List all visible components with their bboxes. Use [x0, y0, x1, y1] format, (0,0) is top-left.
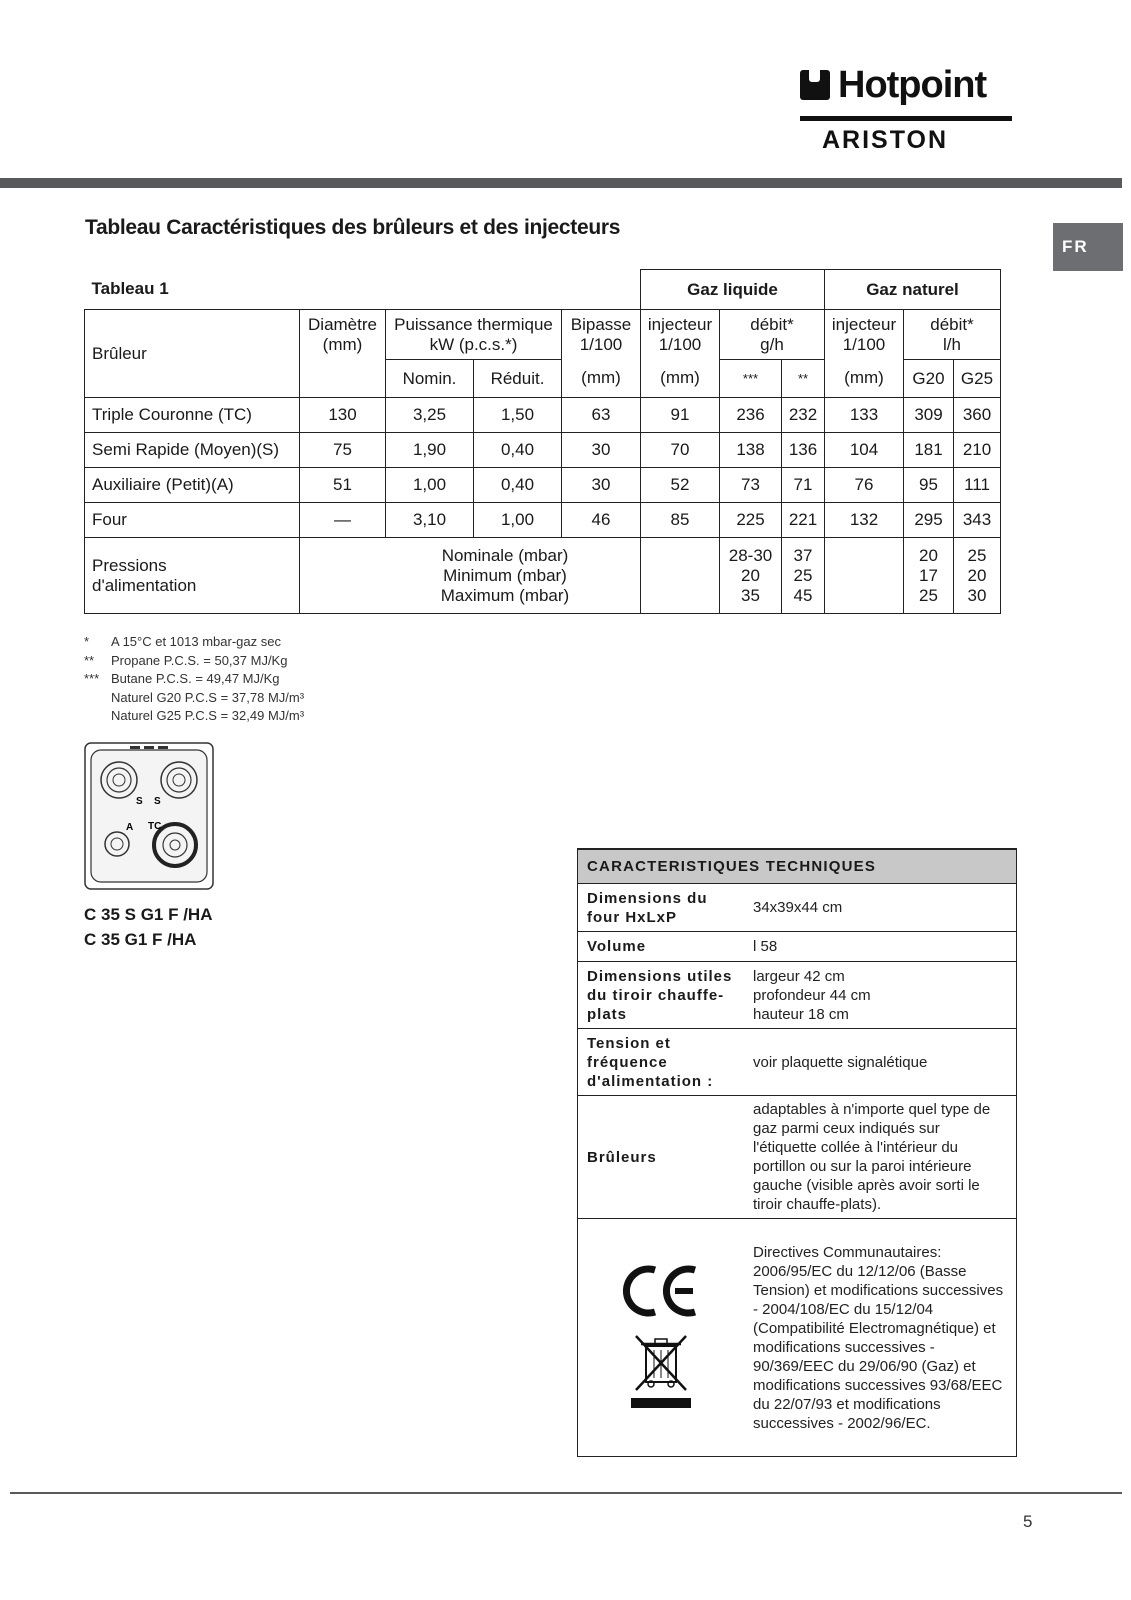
footnote: Naturel G20 P.C.S = 37,78 MJ/m³	[111, 689, 305, 705]
group-gaz-liquide: Gaz liquide	[641, 270, 825, 310]
directives-text: Directives Communautaires: 2006/95/EC du 12/12/06 (Basse Tension) et modifications successives - 2004/108/EC du 15/12/04 (Compatibilité Electromagnétique) et modifications successives - 90/369/EEC du 29/06/90 (Gaz) et modifications successives 93/68/EEC du 22/07/93 et modifications successives - 2002/96/EC.	[744, 1219, 1017, 1457]
header-bypass: Bipasse 1/100	[562, 310, 641, 360]
cooktop-diagram	[84, 742, 214, 890]
header-bypass-unit: (mm)	[562, 360, 641, 398]
model-code: C 35 G1 F /HA	[84, 930, 197, 949]
header-g25: G25	[954, 360, 1001, 398]
language-tab: FR	[1053, 223, 1123, 271]
footer-divider	[10, 1492, 1122, 1494]
header-injector: injecteur 1/100	[641, 310, 720, 360]
model-code: C 35 S G1 F /HA	[84, 905, 213, 924]
header-debit-gh: débit* g/h	[720, 310, 825, 360]
header-butane: ***	[720, 360, 782, 398]
header-power: Puissance thermique kW (p.c.s.*)	[386, 310, 562, 360]
table-row: Four — 3,10 1,00 46 85 225 221 132 295 343	[85, 503, 1001, 538]
header-burner: Brûleur	[85, 310, 300, 398]
header-injector-unit: (mm)	[641, 360, 720, 398]
table-row: Dimensions utiles du tiroir chauffe-plats largeur 42 cm profondeur 44 cm hauteur 18 cm	[578, 962, 1017, 1029]
table-caption: Tableau 1	[85, 270, 641, 310]
table-row: Triple Couronne (TC) 130 3,25 1,50 63 91 236 232 133 309 360	[85, 398, 1001, 433]
footnotes	[84, 633, 304, 726]
footnote: Naturel G25 P.C.S = 32,49 MJ/m³	[111, 708, 305, 723]
table-row: Auxiliaire (Petit)(A) 51 1,00 0,40 30 52 73 71 76 95 111	[85, 468, 1001, 503]
header-diameter: Diamètre (mm)	[300, 310, 386, 360]
pressure-row: Pressions d'alimentation Nominale (mbar) Minimum (mbar) Maximum (mbar) 28-30 20 35 37 25 45 20 17 25 25 20 30	[85, 538, 1001, 614]
svg-text:TC: TC	[148, 821, 162, 832]
table-row: Semi Rapide (Moyen)(S) 75 1,90 0,40 30 70 138 136 104 181 210	[85, 433, 1001, 468]
tech-header: CARACTERISTIQUES TECHNIQUES	[578, 849, 1017, 884]
header-injector-natural-unit: (mm)	[825, 360, 904, 398]
header-reduit: Réduit.	[474, 360, 562, 398]
brand-logo-icon	[800, 70, 830, 100]
brand-logo	[800, 66, 1020, 156]
group-gaz-naturel: Gaz naturel	[825, 270, 1001, 310]
svg-text:A: A	[126, 822, 134, 833]
svg-text:S: S	[154, 796, 161, 807]
brand-sub: ARISTON	[822, 126, 949, 154]
header-propane: **	[782, 360, 825, 398]
footnote: ** Propane P.C.S. = 50,37 MJ/Kg	[84, 652, 288, 668]
svg-text:S: S	[136, 796, 143, 807]
ce-weee-icons	[621, 1260, 701, 1410]
page-number: 5	[1023, 1512, 1033, 1531]
burner-table	[84, 269, 1001, 614]
footnote: *** Butane P.C.S. = 49,47 MJ/Kg	[84, 671, 280, 686]
header-injector-natural: injecteur 1/100	[825, 310, 904, 360]
ce-mark-icon	[626, 1269, 695, 1313]
directives-row	[578, 1219, 1017, 1457]
header-divider	[0, 178, 1122, 188]
header-diameter-blank	[300, 360, 386, 398]
weee-bin-icon	[631, 1336, 691, 1408]
page-title: Tableau Caractéristiques des brûleurs et des injecteurs	[85, 216, 621, 239]
header-debit-lh: débit* l/h	[904, 310, 1001, 360]
brand-name: Hotpoint	[838, 64, 987, 106]
header-g20: G20	[904, 360, 954, 398]
table-row: Tension et fréquence d'alimentation : voir plaquette signalétique	[578, 1029, 1017, 1096]
footnote: * A 15°C et 1013 mbar-gaz sec	[84, 634, 281, 649]
table-row: Volume l 58	[578, 932, 1017, 962]
table-row: Dimensions du four HxLxP 34x39x44 cm	[578, 884, 1017, 932]
table-row: Brûleurs adaptables à n'importe quel type de gaz parmi ceux indiqués sur l'étiquette collée à l'intérieur du portillon ou sur la paroi intérieure gauche (visible après avoir sorti le tiroir chauffe-plats).	[578, 1096, 1017, 1219]
tech-specs-table	[577, 848, 1017, 1457]
header-nomin: Nomin.	[386, 360, 474, 398]
